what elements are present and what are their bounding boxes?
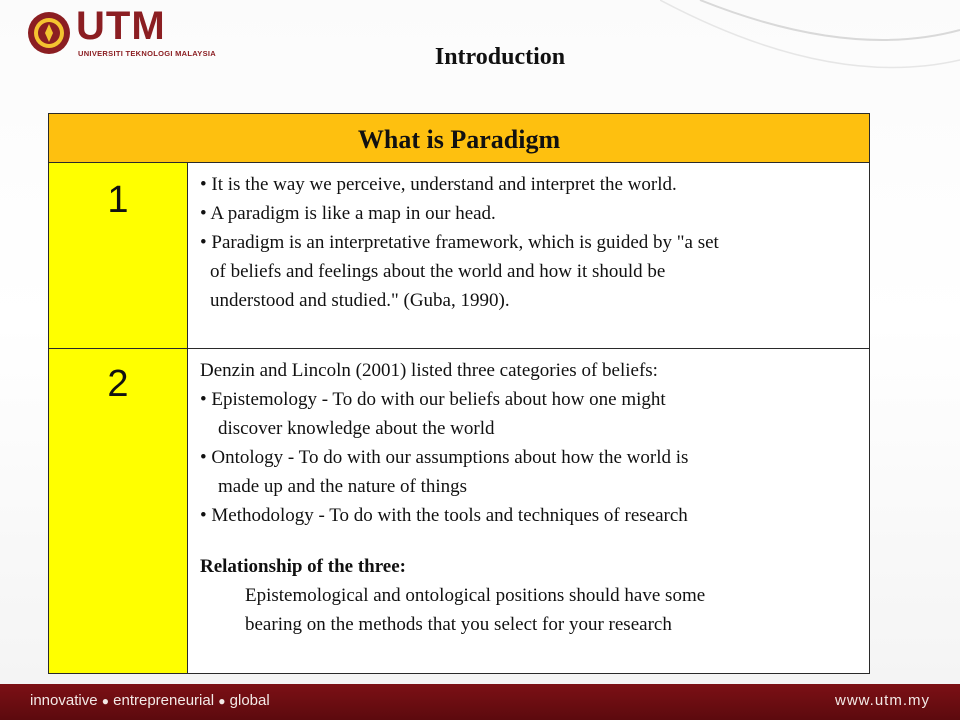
row-2-line: • Epistemology - To do with our beliefs about how one might xyxy=(200,389,666,410)
tagline-innovative: innovative xyxy=(30,692,98,709)
row-2-line: • Methodology - To do with the tools and techniques of research xyxy=(200,505,688,526)
paradigm-table xyxy=(48,113,870,674)
footer-url: www.utm.my xyxy=(834,692,930,709)
bullet-dot-icon: ● xyxy=(101,694,109,708)
row-1-line: • It is the way we perceive, understand and interpret the world. xyxy=(200,174,677,195)
row-number-1: 1 xyxy=(49,163,188,349)
logo-wordmark: UTM xyxy=(76,4,166,48)
footer-bar xyxy=(0,684,960,720)
table-header: What is Paradigm xyxy=(49,114,869,163)
footer-tagline xyxy=(30,692,270,709)
tagline-entrepreneurial: entrepreneurial xyxy=(113,692,215,709)
row-2-content xyxy=(200,356,705,639)
row-1-line: • Paradigm is an interpretative framework, which is guided by "a set xyxy=(200,232,719,253)
page-title: Introduction xyxy=(434,44,566,70)
relationship-heading: Relationship of the three: xyxy=(200,556,406,577)
row-2-line: discover knowledge about the world xyxy=(218,418,495,439)
row-2-line: Denzin and Lincoln (2001) listed three categories of beliefs: xyxy=(200,360,658,381)
row-1-line: of beliefs and feelings about the world and how it should be xyxy=(210,261,666,282)
row-number-2: 2 xyxy=(49,349,188,673)
row-1-line: understood and studied." (Guba, 1990). xyxy=(210,290,510,311)
row-divider xyxy=(188,348,869,349)
row-2-line: made up and the nature of things xyxy=(218,476,468,497)
bullet-dot-icon: ● xyxy=(218,694,226,708)
row-1-content xyxy=(200,170,719,315)
relationship-line: bearing on the methods that you select for your research xyxy=(245,614,672,635)
logo-subtext: UNIVERSITI TEKNOLOGI MALAYSIA xyxy=(78,49,217,58)
row-1-line: • A paradigm is like a map in our head. xyxy=(200,203,496,224)
spacer xyxy=(200,530,705,552)
tagline-global: global xyxy=(229,692,270,709)
row-2-line: • Ontology - To do with our assumptions about how the world is xyxy=(200,447,689,468)
relationship-line: Epistemological and ontological positions should have some xyxy=(245,585,706,606)
